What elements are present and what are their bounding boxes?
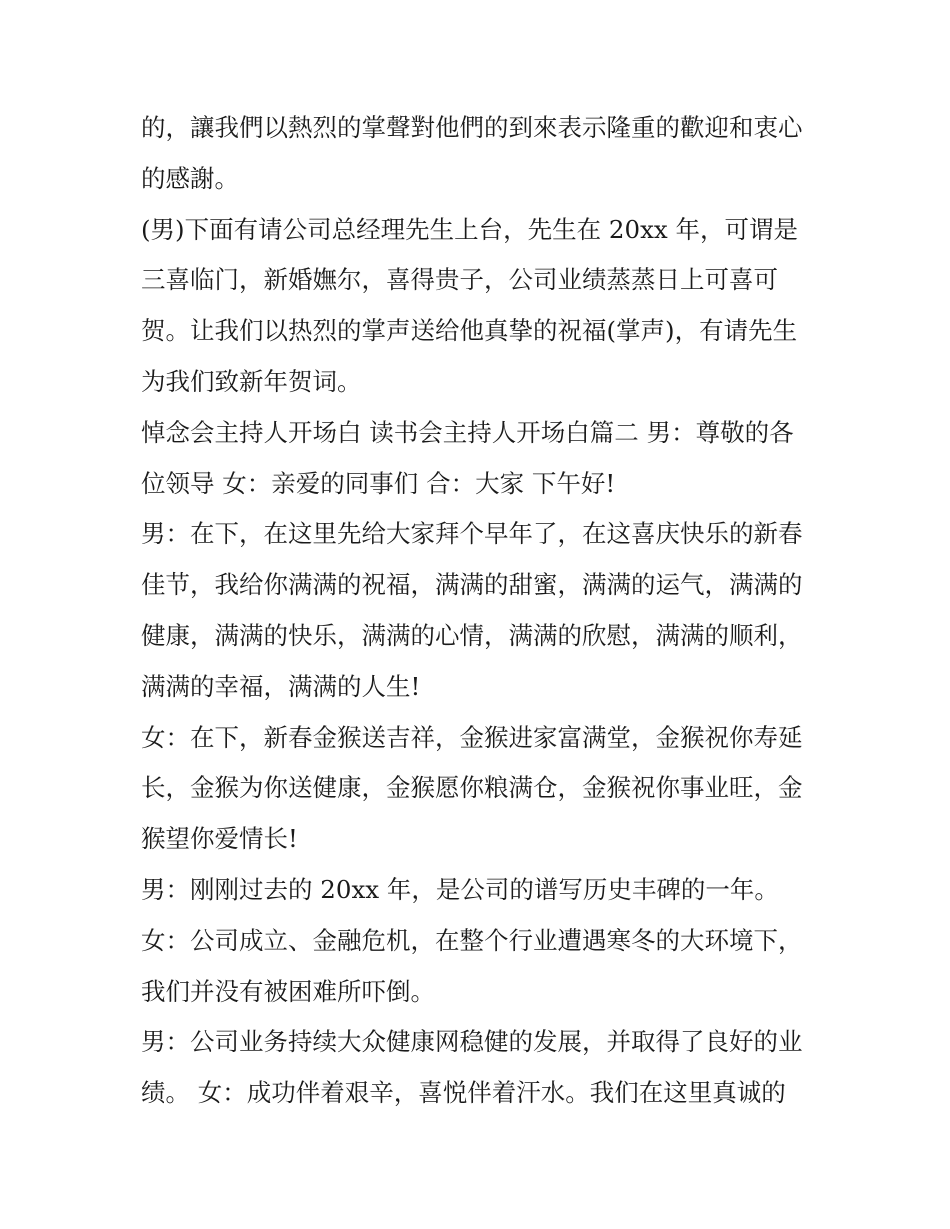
text-line: 佳节，我给你满满的祝福，满满的甜蜜，满满的运气，满满的 <box>141 570 803 600</box>
text-line: 男：在下，在这里先给大家拜个早年了，在这喜庆快乐的新春 <box>141 519 803 549</box>
text-line: 男：刚刚过去的 20xx 年，是公司的谱写历史丰碑的一年。 <box>141 874 779 904</box>
text-line: 我们并没有被困难所吓倒。 <box>141 976 435 1006</box>
text-line: (男)下面有请公司总经理先生上台，先生在 20xx 年，可谓是 <box>141 214 798 244</box>
text-line: 为我们致新年贺词。 <box>141 366 362 396</box>
text-line: 满满的幸福，满满的人生! <box>141 671 421 701</box>
text-line: 的，讓我們以熱烈的掌聲對他們的到來表示隆重的歡迎和衷心 <box>141 113 803 142</box>
text-line: 健康，满满的快乐，满满的心情，满满的欣慰，满满的顺利， <box>141 620 803 650</box>
text-line: 长，金猴为你送健康，金猴愿你粮满仓，金猴祝你事业旺，金 <box>141 773 803 803</box>
text-line: 女：在下，新春金猴送吉祥，金猴进家富满堂，金猴祝你寿延 <box>141 722 803 752</box>
text-line: 男：公司业务持续大众健康网稳健的发展，并取得了良好的业 <box>141 1027 803 1057</box>
text-line: 悼念会主持人开场白 读书会主持人开场白篇二 男：尊敬的各 <box>141 417 794 447</box>
text-line: 女：公司成立、金融危机，在整个行业遭遇寒冬的大环境下， <box>141 925 803 955</box>
document-body-text <box>141 103 821 1119</box>
text-line: 位领导 女：亲爱的同事们 合：大家 下午好! <box>141 468 616 498</box>
text-line: 绩。 女：成功伴着艰辛，喜悦伴着汗水。我们在这里真诚的 <box>141 1078 786 1108</box>
text-line: 贺。让我们以热烈的掌声送给他真挚的祝福(掌声)，有请先生 <box>141 316 798 346</box>
text-line: 三喜临门，新婚嫵尔，喜得贵子，公司业绩蒸蒸日上可喜可 <box>141 265 778 295</box>
text-line: 的感謝。 <box>141 163 239 193</box>
text-line: 猴望你爱情长! <box>141 824 298 854</box>
